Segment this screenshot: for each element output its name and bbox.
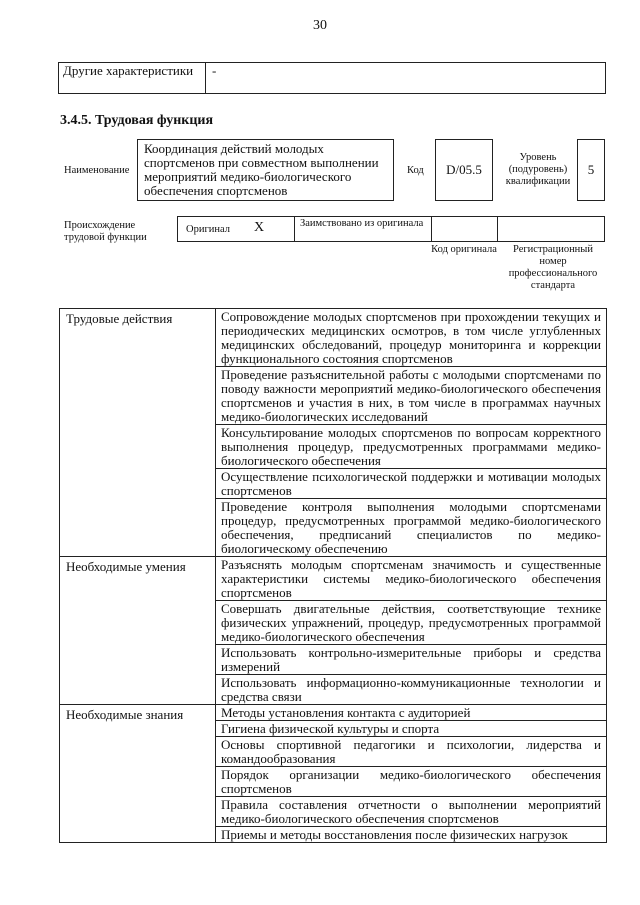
table-row xyxy=(60,705,607,721)
level-label: Уровень (подуровень) квалификации xyxy=(505,152,571,187)
group-item: Правила составления отчетности о выполнении мероприятий медико-биологического обеспечения спортсменов xyxy=(216,797,607,827)
group-item: Проведение контроля выполнения молодыми спортсменами процедур, предусмотренных программой медико-биологического обеспечения, предписаний специалистов по медико-биологическому обеспечению xyxy=(216,499,607,557)
origin-original-cell xyxy=(178,217,295,241)
group-item: Консультирование молодых спортсменов по вопросам корректного выполнения процедур, предусмотренных программами медико-биологического обеспечения xyxy=(216,425,607,469)
name-label: Наименование xyxy=(64,165,130,176)
group-item: Порядок организации медико-биологического обеспечения спортсменов xyxy=(216,767,607,797)
group-item: Сопровождение молодых спортсменов при прохождении текущих и периодических медицинских осмотров, в том числе углубленных медицинских обследований, процедур мониторинга и коррекции функционального состояния спортсменов xyxy=(216,309,607,367)
table-row xyxy=(60,557,607,601)
group-item: Совершать двигательные действия, соответствующие технике физических упражнений, процедур, предусмотренных программой медико-биологического обеспечения xyxy=(216,601,607,645)
origin-row xyxy=(177,216,605,242)
group-item: Приемы и методы восстановления после физических нагрузок xyxy=(216,827,607,843)
code-label: Код xyxy=(407,165,424,176)
origin-original-label: Оригинал xyxy=(186,224,230,235)
origin-code-cell xyxy=(432,217,498,241)
group-item: Проведение разъяснительной работы с молодыми спортсменами по поводу важности мероприятий медико-биологического обеспечения спортсменов и участия в них, в том числе в программах научных медико-биологических исследований xyxy=(216,367,607,425)
group-label: Необходимые знания xyxy=(60,705,216,843)
code-value: D/05.5 xyxy=(435,139,493,201)
group-label: Трудовые действия xyxy=(60,309,216,557)
section-heading: 3.4.5. Трудовая функция xyxy=(60,113,214,128)
origin-borrowed-cell xyxy=(295,217,432,241)
level-value: 5 xyxy=(577,139,605,201)
name-value: Координация действий молодых спортсменов при совместном выполнении мероприятий медико-биологического обеспечения спортсменов xyxy=(137,139,394,201)
other-characteristics-label: Другие характеристики xyxy=(59,63,206,94)
reg-number-caption: Регистрационный номер профессионального стандарта xyxy=(508,244,598,291)
group-label: Необходимые умения xyxy=(60,557,216,705)
group-item: Разъяснять молодым спортсменам значимость и существенные характеристики системы медико-биологического обеспечения спортсменов xyxy=(216,557,607,601)
table-row xyxy=(60,309,607,367)
page-number: 30 xyxy=(313,18,327,33)
other-characteristics-value: - xyxy=(206,63,606,94)
group-item: Методы установления контакта с аудиторией xyxy=(216,705,607,721)
other-characteristics-table xyxy=(58,62,606,94)
origin-label: Происхождение трудовой функции xyxy=(64,220,147,243)
code-original-caption: Код оригинала xyxy=(431,244,497,255)
function-details-table xyxy=(59,308,607,843)
group-item: Осуществление психологической поддержки и мотивации молодых спортсменов xyxy=(216,469,607,499)
group-item: Гигиена физической культуры и спорта xyxy=(216,721,607,737)
group-item: Использовать контрольно-измерительные приборы и средства измерений xyxy=(216,645,607,675)
group-item: Основы спортивной педагогики и психологии, лидерства и командообразования xyxy=(216,737,607,767)
group-item: Использовать информационно-коммуникационные технологии и средства связи xyxy=(216,675,607,705)
origin-original-mark: X xyxy=(254,220,265,235)
origin-borrowed-label: Заимствовано из оригинала xyxy=(300,218,424,229)
